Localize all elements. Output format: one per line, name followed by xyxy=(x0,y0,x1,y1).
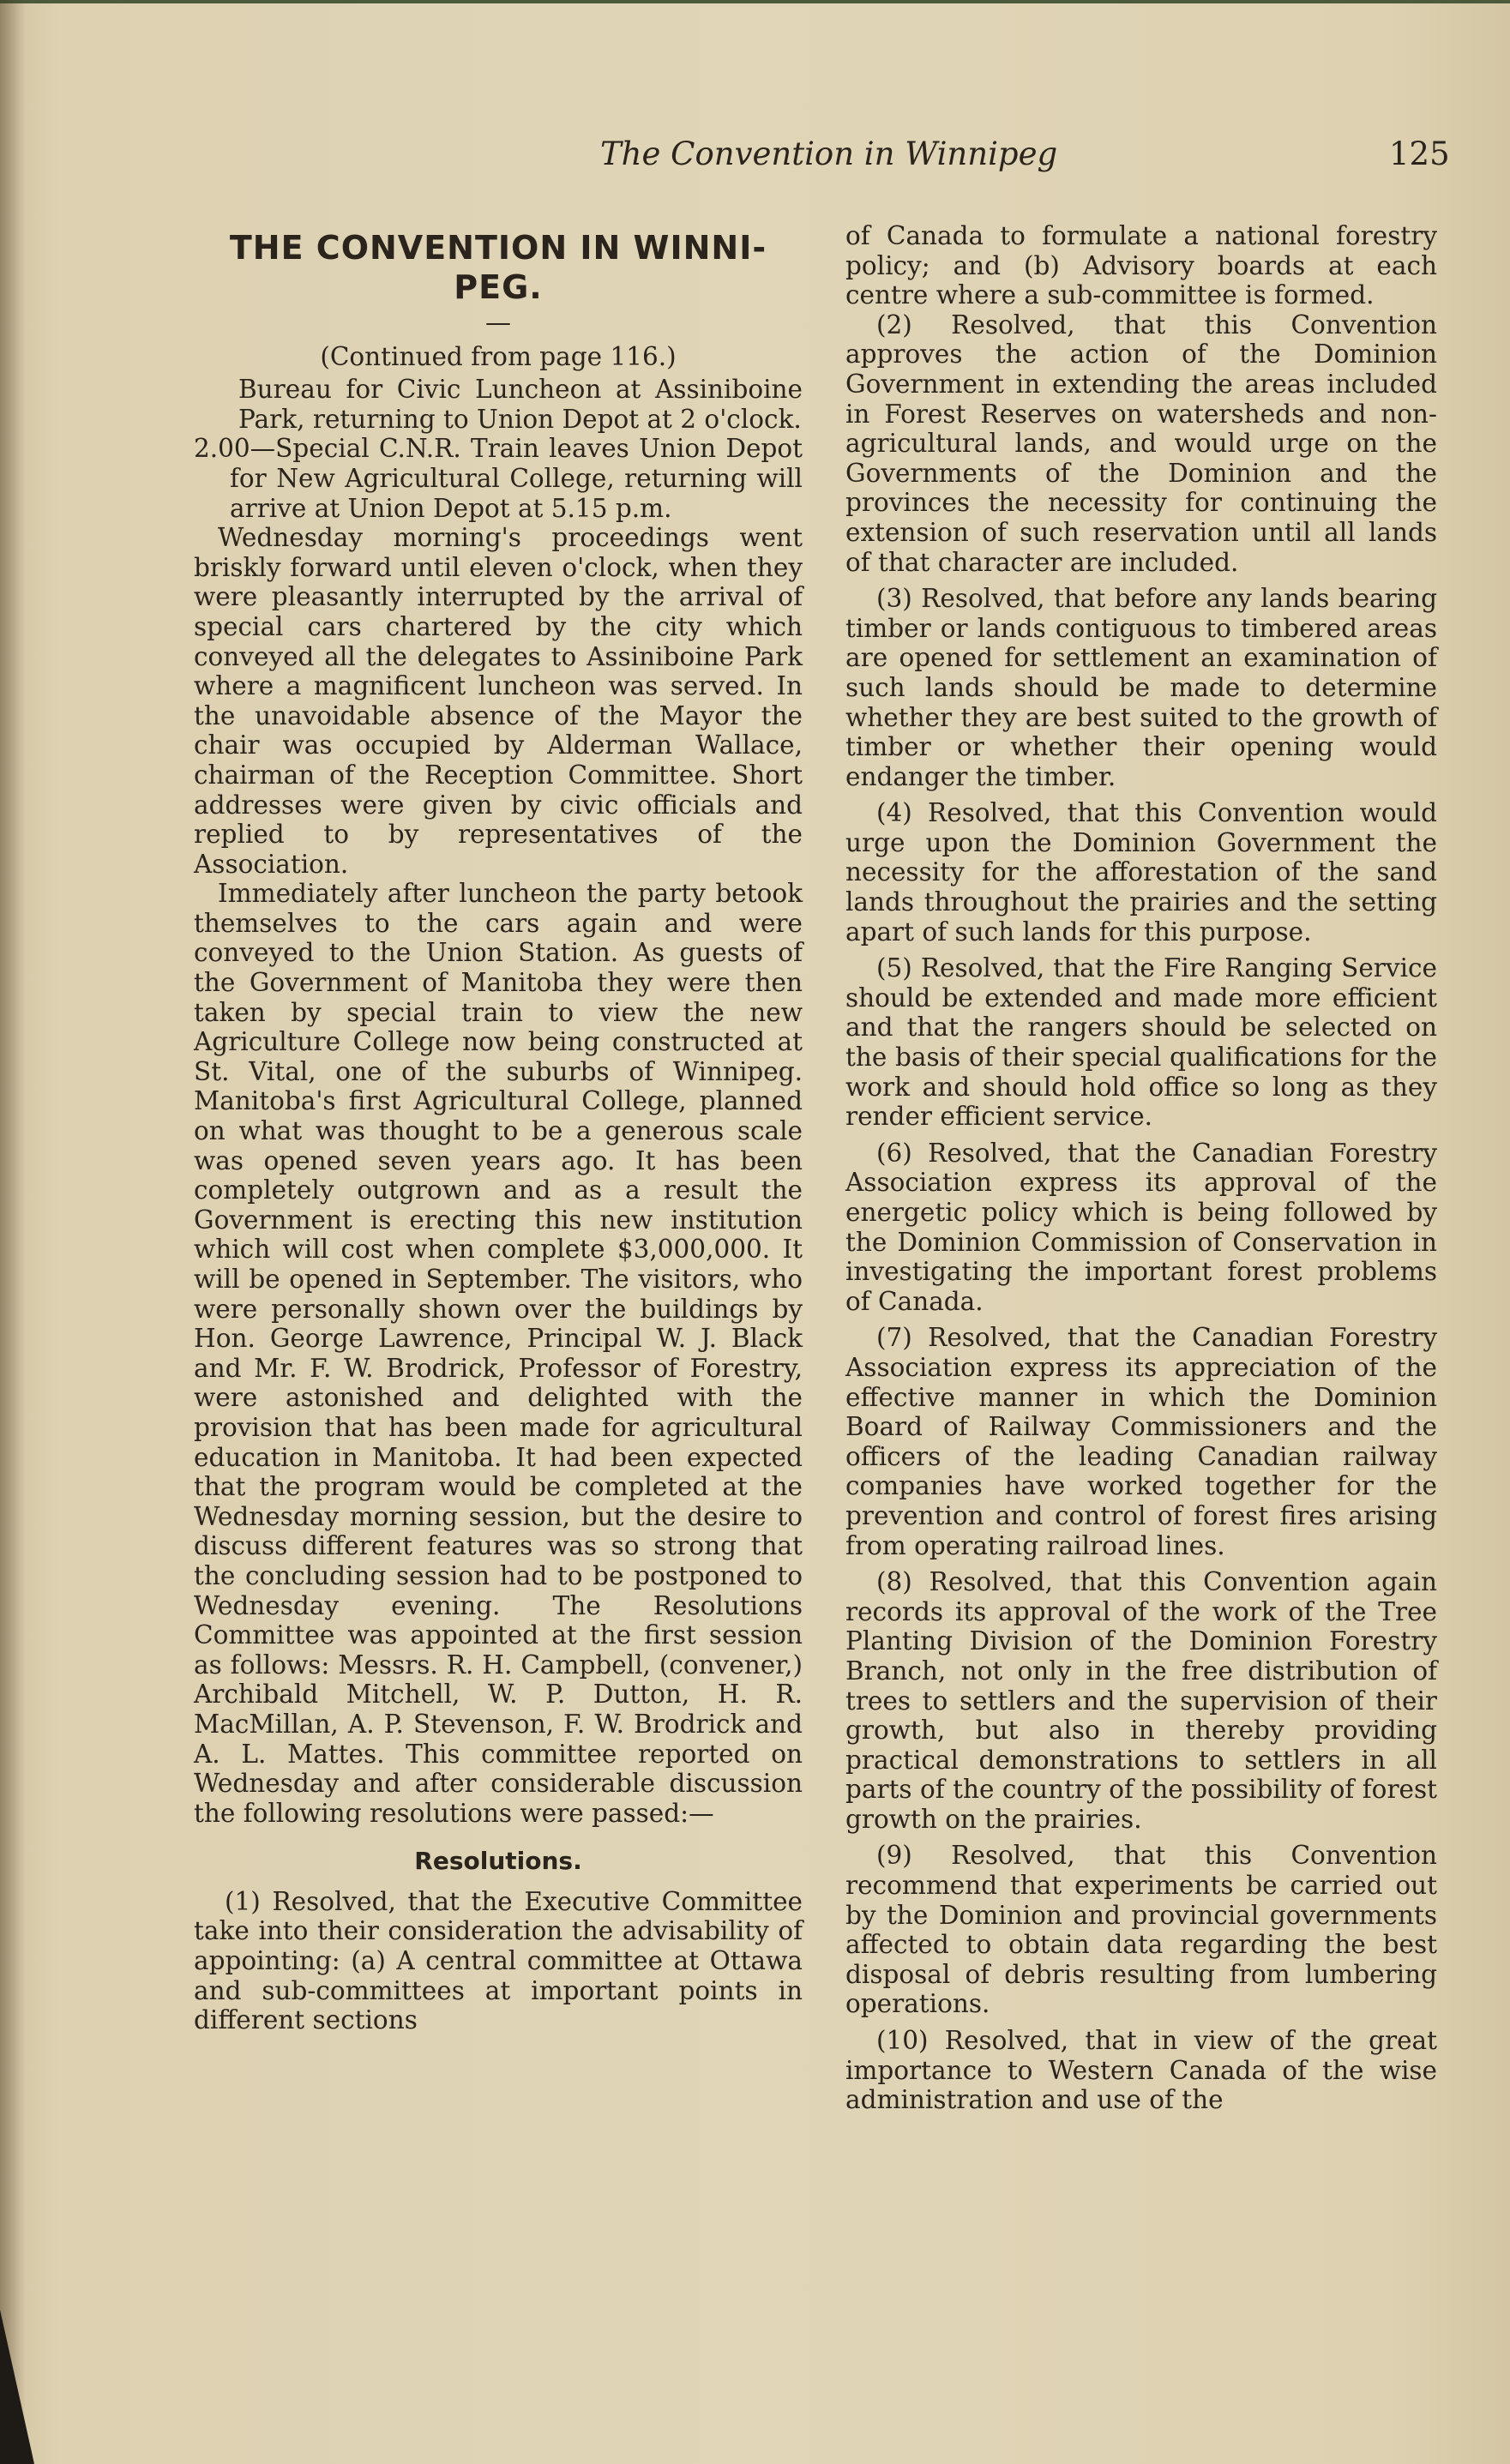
title-dash: — xyxy=(485,308,511,338)
left-column xyxy=(194,221,803,2035)
resolution-8: (8) Resolved, that this Convention again records its approval of the work of the Tree Planting Division of the Dominion Forestry Branch, not only in the free distribution of trees to settlers and the supervision of their growth, but also in thereby providing practical demonstrations to settlers in all parts of the country of the possibility of forest growth on the prairies. xyxy=(845,1567,1437,1834)
article-title: THE CONVENTION IN WINNI-PEG. xyxy=(229,229,767,306)
resolutions-heading: Resolutions. xyxy=(414,1847,582,1876)
resolution-9: (9) Resolved, that this Convention recommend that experiments be carried out by the Dominion and provincial governments affected to obtain data regarding the best disposal of debris resulting from lumbering operations. xyxy=(845,1841,1437,2019)
resolution-7: (7) Resolved, that the Canadian Forestry Association express its appreciation of the effective manner in which the Dominion Board of Railway Commissioners and the officers of the leading Canadian railway companies have worked together for the prevention and control of forest fires arising from operating railroad lines. xyxy=(845,1323,1437,1560)
running-title: The Convention in Winnipeg xyxy=(600,135,1058,172)
page-number: 125 xyxy=(1389,135,1450,172)
continued-note: (Continued from page 116.) xyxy=(320,341,677,371)
resolution-5: (5) Resolved, that the Fire Ranging Service should be extended and made more efficient and that the rangers should be selected on the basis of their special qualifications for the work and should hold office so long as they render efficient service. xyxy=(845,953,1437,1132)
resolution-10: (10) Resolved, that in view of the great importance to Western Canada of the wise administration and use of the xyxy=(845,2026,1437,2115)
running-head xyxy=(0,135,1510,187)
resolution-2: (2) Resolved, that this Convention approves the action of the Dominion Government in extending the areas included in Forest Reserves on watersheds and non-agricultural lands, and would urge on the Governments of the Dominion and the provinces the necessity for continuing the extension of such reservation until all lands of that character are included. xyxy=(845,310,1437,577)
resolution-4: (4) Resolved, that this Convention would urge upon the Dominion Government the necessity for the afforestation of the sand lands throughout the prairies and the setting apart of such lands for this purpose. xyxy=(845,798,1437,947)
resolution-1-start: (1) Resolved, that the Executive Committee take into their consideration the advisability of appointing: (a) A central committee at Ottawa and sub-committees at important points in different sections xyxy=(194,1886,803,2035)
page-corner-shadow xyxy=(0,2310,34,2464)
schedule-item: 2.00—Special C.N.R. Train leaves Union Depot for New Agricultural College, returning will arrive at Union Depot at 5.15 p.m. xyxy=(194,434,803,523)
body-paragraph: Immediately after luncheon the party betook themselves to the cars again and were conveyed to the Union Station. As guests of the Government of Manitoba they were then taken by special train to view the new Agriculture College now being constructed at St. Vital, one of the suburbs of Winnipeg. Manitoba's first Agricultural College, planned on what was thought to be a generous scale was opened seven years ago. It has been completely outgrown and as a result the Government is erecting this new institution which will cost when complete $3,000,000. It will be opened in September. The visitors, who were personally shown over the buildings by Hon. George Lawrence, Principal W. J. Black and Mr. F. W. Brodrick, Professor of Forestry, were astonished and delighted with the provision that has been made for agricultural education in Manitoba. It had been expected that the program would be completed at the Wednesday morning session, but the desire to discuss different features was so strong that the concluding session had to be postponed to Wednesday evening. The Resolutions Committee was appointed at the first session as follows: Messrs. R. H. Campbell, (convener,) Archibald Mitchell, W. P. Dutton, H. R. MacMillan, A. P. Stevenson, F. W. Brodrick and A. L. Mattes. This committee reported on Wednesday and after considerable discussion the following resolutions were passed:— xyxy=(194,879,803,1828)
resolution-1-end: of Canada to formulate a national forestry policy; and (b) Advisory boards at each centre where a sub-committee is formed. xyxy=(845,221,1437,310)
schedule-item: Bureau for Civic Luncheon at Assiniboine Park, returning to Union Depot at 2 o'clock. xyxy=(238,375,803,434)
resolution-6: (6) Resolved, that the Canadian Forestry Association express its approval of the energetic policy which is being followed by the Dominion Commission of Conservation in investigating the important forest problems of Canada. xyxy=(845,1138,1437,1316)
top-edge-rule xyxy=(0,0,1510,3)
body-paragraph: Wednesday morning's proceedings went briskly forward until eleven o'clock, when they were pleasantly interrupted by the arrival of special cars chartered by the city which conveyed all the delegates to Assiniboine Park where a magnificent luncheon was served. In the unavoidable absence of the Mayor the chair was occupied by Alderman Wallace, chairman of the Reception Committee. Short addresses were given by civic officials and replied to by representatives of the Association. xyxy=(194,523,803,879)
right-column xyxy=(845,221,1437,2115)
binding-shadow xyxy=(0,0,26,2464)
resolution-3: (3) Resolved, that before any lands bearing timber or lands contiguous to timbered areas are opened for settlement an examination of such lands should be made to determine whether they are best suited to the growth of timber or whether their opening would endanger the timber. xyxy=(845,584,1437,791)
